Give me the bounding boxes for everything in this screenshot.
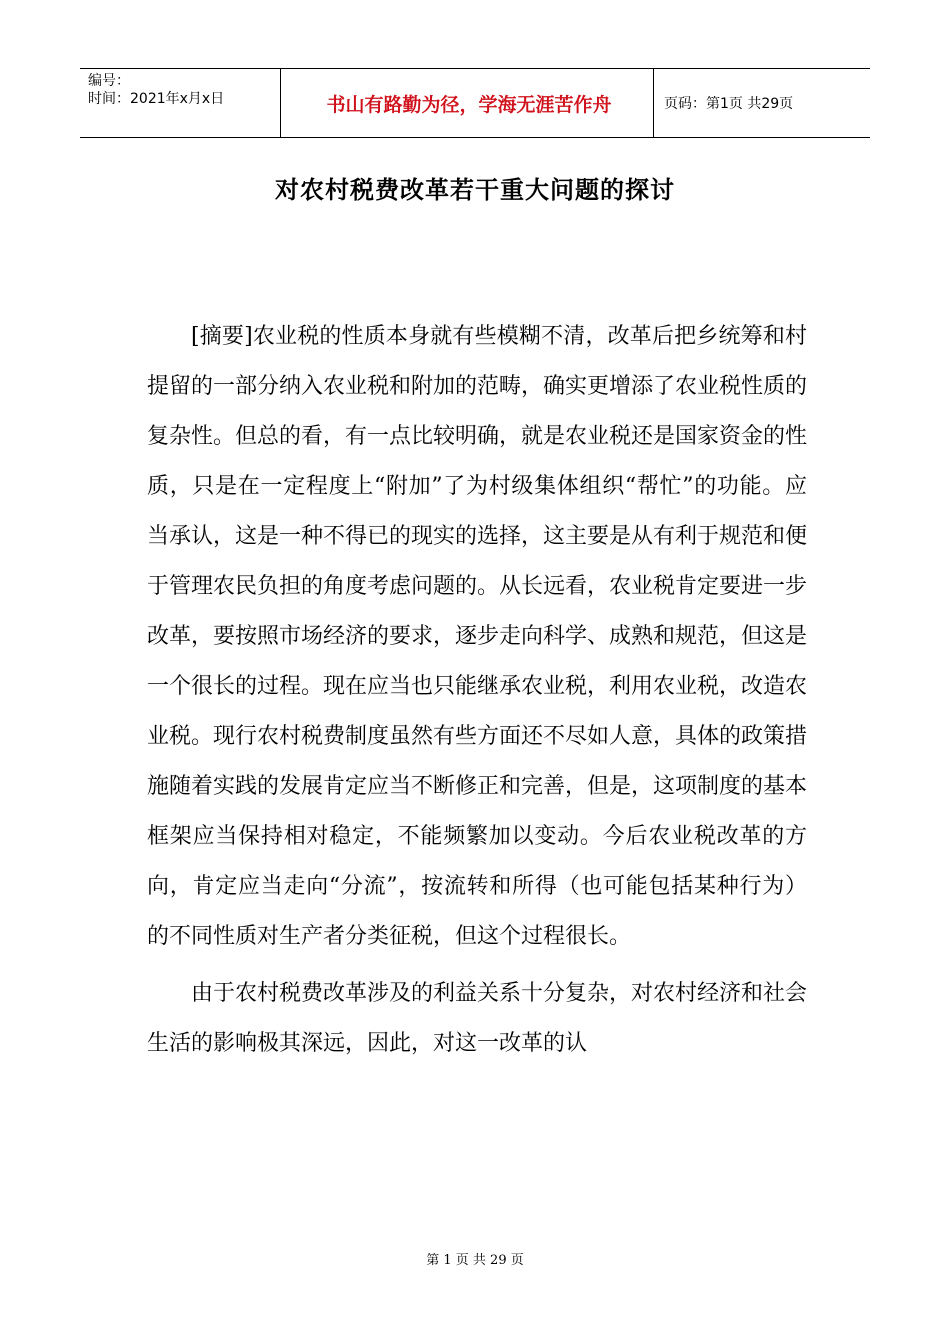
page-header — [80, 68, 870, 138]
header-motto: 书山有路勤为径，学海无涯苦作舟 — [280, 69, 654, 137]
document-body — [147, 312, 807, 1069]
body-paragraph: 由于农村税费改革涉及的利益关系十分复杂，对农村经济和社会生活的影响极其深远，因此，对这一改革的认 — [147, 981, 808, 1056]
header-meta — [80, 69, 280, 137]
header-page-info: 页码：第1页 共29页 — [664, 96, 794, 112]
abstract-paragraph: [摘要]农业税的性质本身就有些模糊不清，改革后把乡统筹和村提留的一部分纳入农业税和附加的范畴，确实更增添了农业税性质的复杂性。但总的看，有一点比较明确，就是农业税还是国家资金的性质，只是在一定程度上“附加”了为村级集体组织“帮忙”的功能。应当承认，这是一种不得已的现实的选择，这主要是从有利于规范和便于管理农民负担的角度考虑问题的。从长远看，农业税肯定要进一步改革，要按照市场经济的要求，逐步走向科学、成熟和规范，但这是一个很长的过程。现在应当也只能继承农业税，利用农业税，改造农业税。现行农村税费制度虽然有些方面还不尽如人意，具体的政策措施随着实践的发展肯定应当不断修正和完善，但是，这项制度的基本框架应当保持相对稳定，不能频繁加以变动。今后农业税改革的方向，肯定应当走向“分流”，按流转和所得（也可能包括某种行为）的不同性质对生产者分类征税，但这个过程很长。 — [147, 324, 808, 949]
page-footer: 第 1 页 共 29 页 — [426, 1253, 524, 1268]
document-time-label: 时间：2021年x月x日 — [88, 91, 225, 107]
document-number-label: 编号： — [88, 73, 130, 89]
document-title: 对农村税费改革若干重大问题的探讨 — [275, 175, 675, 204]
